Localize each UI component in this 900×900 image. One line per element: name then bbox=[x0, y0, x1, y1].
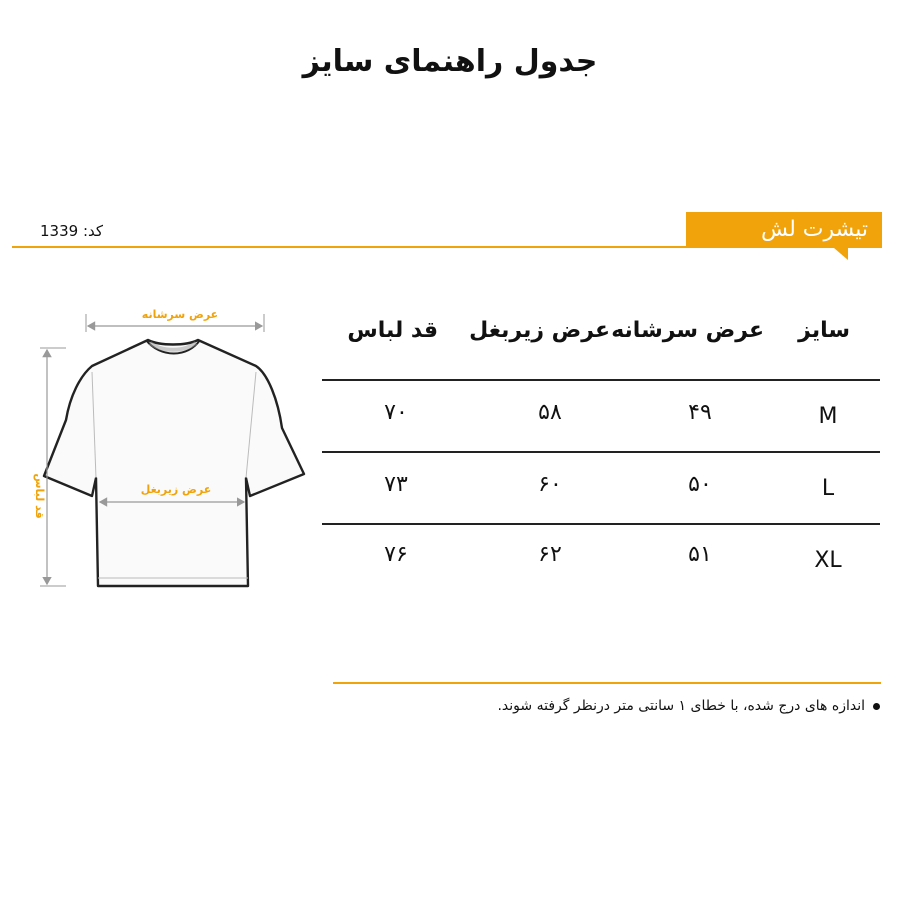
shoulder-width-label: عرض سرشانه bbox=[141, 308, 219, 321]
cell-length-m: ۷۰ bbox=[384, 400, 408, 425]
tab-notch bbox=[834, 248, 848, 260]
table-divider bbox=[322, 379, 880, 381]
chest-width-label: عرض زیربغل bbox=[140, 483, 212, 496]
header-length: قد لباس bbox=[347, 318, 438, 343]
cell-length-xl: ۷۶ bbox=[384, 542, 408, 567]
header-size: سایز bbox=[798, 318, 850, 343]
cell-size-l: L bbox=[821, 476, 835, 501]
cell-chest-l: ۶۰ bbox=[538, 472, 562, 497]
header-shoulder: عرض سرشانه bbox=[611, 318, 764, 343]
measurement-note bbox=[497, 698, 880, 714]
bullet-icon bbox=[873, 703, 880, 710]
note-divider bbox=[333, 682, 881, 684]
tshirt-outline bbox=[44, 340, 304, 586]
product-name-tab: تیشرت لش bbox=[686, 212, 882, 248]
page-title: جدول راهنمای سایز bbox=[302, 44, 598, 79]
cell-shoulder-m: ۴۹ bbox=[688, 400, 712, 425]
cell-chest-m: ۵۸ bbox=[538, 400, 562, 425]
header-chest: عرض زیربغل bbox=[469, 318, 610, 343]
length-label: قد لباس bbox=[33, 473, 46, 519]
note-text: اندازه های درج شده، با خطای ۱ سانتی متر درنظر گرفته شوند. bbox=[497, 698, 865, 714]
table-divider bbox=[322, 451, 880, 453]
cell-shoulder-l: ۵۰ bbox=[688, 472, 712, 497]
table-divider bbox=[322, 523, 880, 525]
cell-size-m: M bbox=[818, 404, 838, 429]
product-code-label: کد: bbox=[82, 222, 104, 240]
cell-length-l: ۷۳ bbox=[384, 472, 408, 497]
tshirt-illustration bbox=[0, 300, 320, 620]
tshirt-diagram bbox=[0, 300, 320, 620]
cell-chest-xl: ۶۲ bbox=[538, 542, 562, 567]
cell-shoulder-xl: ۵۱ bbox=[688, 542, 712, 567]
cell-size-xl: XL bbox=[814, 548, 842, 573]
product-code bbox=[40, 222, 103, 240]
product-code-value: 1339 bbox=[40, 222, 79, 240]
